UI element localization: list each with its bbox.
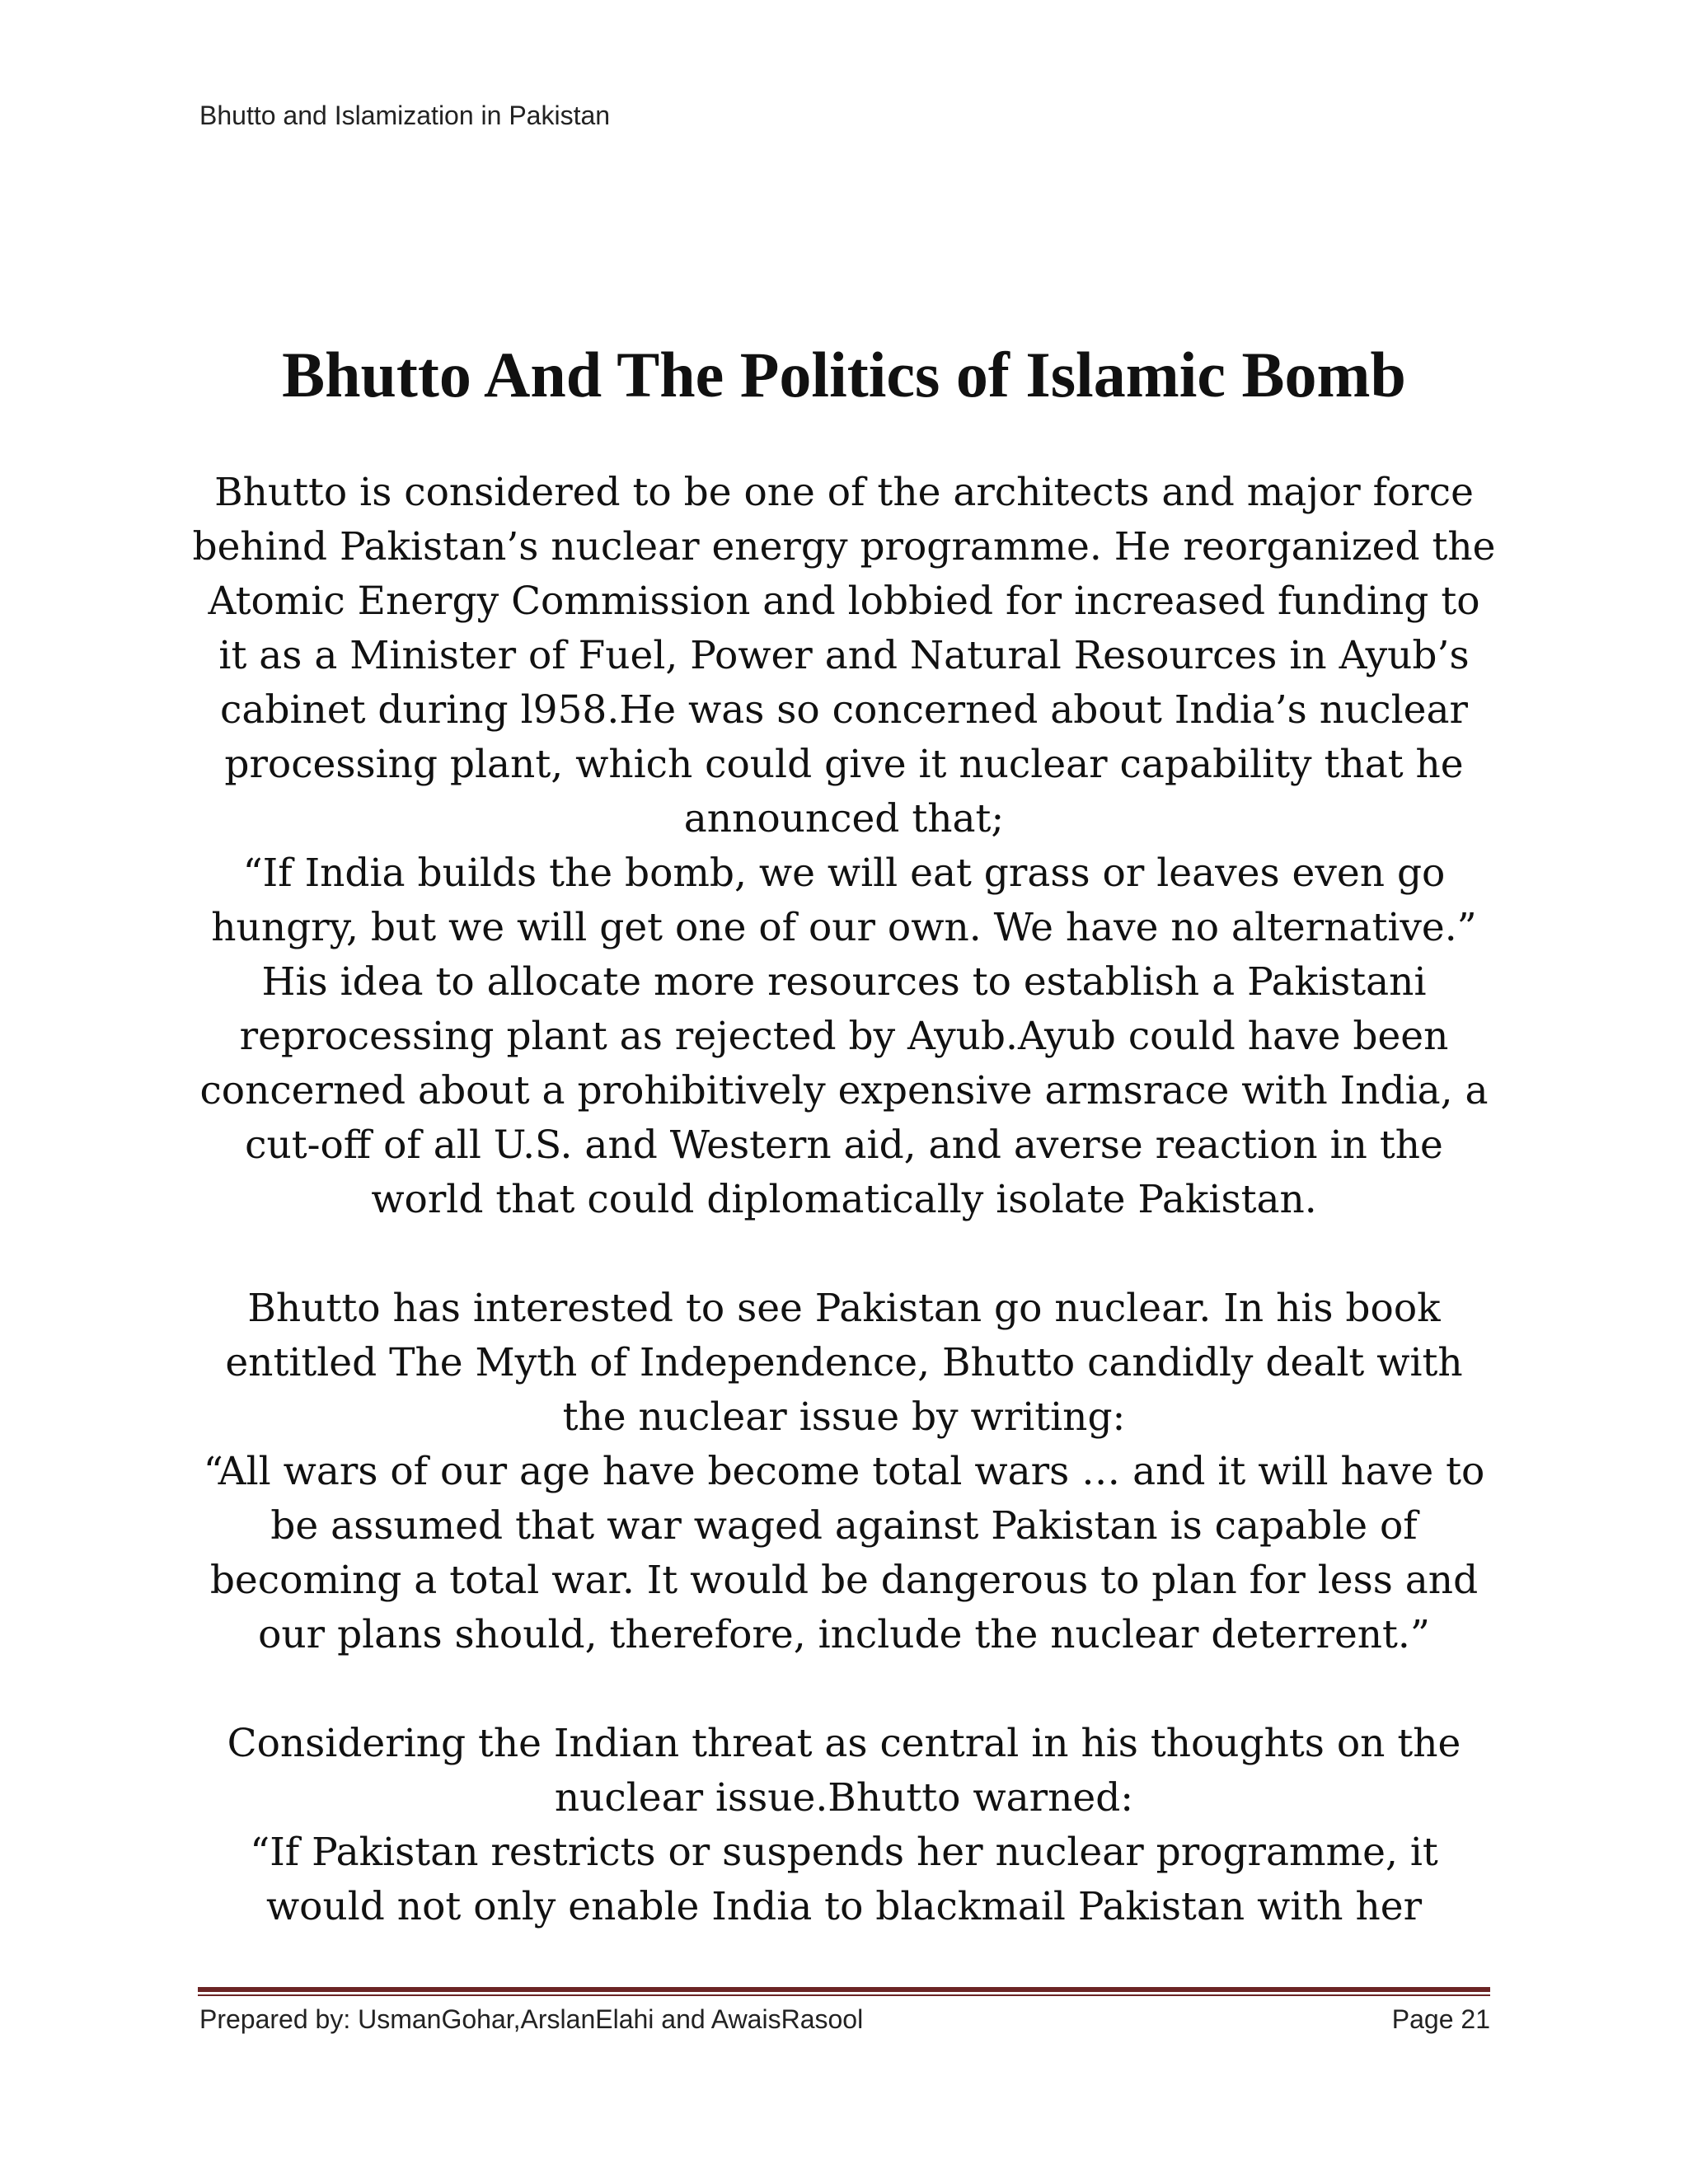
body-line: our plans should, therefore, include the nuclear deterrent.” [258, 1612, 1430, 1657]
body-line: reprocessing plant as rejected by Ayub.Ayub could have been [239, 1014, 1449, 1059]
body-line: His idea to allocate more resources to establish a Pakistani [261, 959, 1427, 1005]
body-line: be assumed that war waged against Pakistan is capable of [270, 1503, 1418, 1549]
body-text [183, 466, 1505, 1934]
body-line: would not only enable India to blackmail Pakistan with her [265, 1884, 1423, 1929]
body-line: concerned about a prohibitively expensive armsrace with India, a [199, 1068, 1489, 1113]
body-line: Atomic Energy Commission and lobbied for increased funding to [208, 579, 1480, 624]
footer-prepared-by: Prepared by: UsmanGohar,ArslanElahi and AwaisRasool [199, 2004, 864, 2034]
body-line: processing plant, which could give it nuclear capability that he [224, 742, 1464, 787]
footer-divider [198, 1987, 1490, 1997]
body-line: behind Pakistan’s nuclear energy programme. He reorganized the [192, 524, 1496, 569]
body-line: Considering the Indian threat as central in his thoughts on the [227, 1721, 1461, 1766]
body-line: “All wars of our age have become total wars … and it will have to [203, 1449, 1485, 1494]
page-title: Bhutto And The Politics of Islamic Bomb [282, 339, 1406, 410]
body-line: cut-off of all U.S. and Western aid, and averse reaction in the [245, 1122, 1443, 1168]
running-header: Bhutto and Islamization in Pakistan [199, 101, 611, 130]
body-line: “If Pakistan restricts or suspends her nuclear programme, it [250, 1830, 1438, 1875]
body-line: “If India builds the bomb, we will eat grass or leaves even go [242, 851, 1446, 896]
body-line: Bhutto has interested to see Pakistan go nuclear. In his book [247, 1286, 1441, 1331]
body-line: becoming a total war. It would be dangerous to plan for less and [209, 1558, 1479, 1603]
body-line: world that could diplomatically isolate Pakistan. [371, 1177, 1317, 1222]
body-line: nuclear issue.Bhutto warned: [554, 1775, 1134, 1821]
body-line: cabinet during l958.He was so concerned about India’s nuclear [220, 687, 1468, 733]
body-line: entitled The Myth of Independence, Bhutto candidly dealt with [225, 1340, 1463, 1385]
body-line: it as a Minister of Fuel, Power and Natural Resources in Ayub’s [218, 633, 1470, 678]
footer-page-number: Page 21 [1391, 2004, 1490, 2034]
body-line: announced that; [683, 796, 1005, 841]
footer-divider-thin [198, 1994, 1490, 1996]
paragraph-gap [183, 1662, 1505, 1717]
footer-divider-thick [198, 1987, 1490, 1992]
paragraph-gap [183, 1227, 1505, 1282]
body-line: the nuclear issue by writing: [562, 1394, 1126, 1440]
body-line: hungry, but we will get one of our own. We have no alternative.” [211, 905, 1477, 950]
body-line: Bhutto is considered to be one of the architects and major force [214, 470, 1474, 515]
